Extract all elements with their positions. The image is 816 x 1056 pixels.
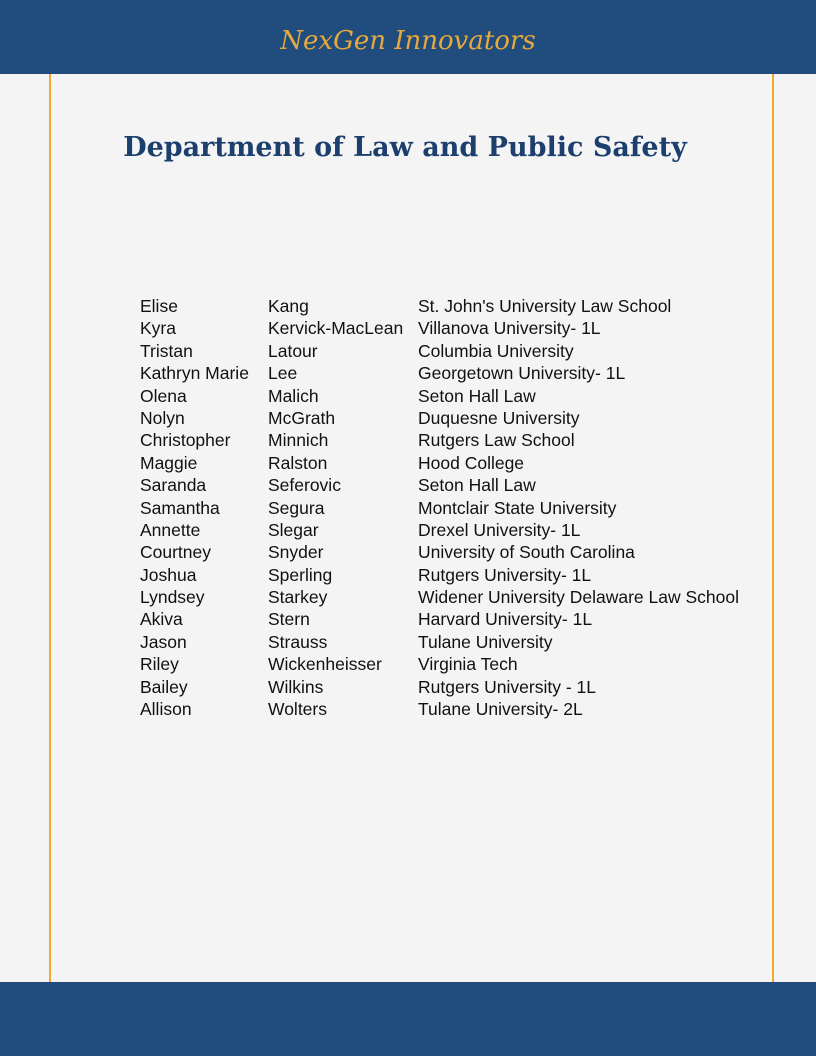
last-name: Wickenheisser [268, 654, 382, 675]
school-name: Seton Hall Law [418, 475, 536, 496]
school-name: Seton Hall Law [418, 385, 536, 406]
first-name: Nolyn [140, 407, 185, 428]
first-name: Kathryn Marie [140, 363, 249, 384]
first-name: Lyndsey [140, 587, 205, 608]
last-name: Strauss [268, 631, 328, 652]
last-name: Lee [268, 363, 298, 384]
last-name: Sperling [268, 564, 333, 585]
last-name: Slegar [268, 519, 319, 540]
school-name: Hood College [418, 452, 525, 473]
school-name: Georgetown University- 1L [418, 363, 626, 384]
school-name: University of South Carolina [418, 542, 635, 563]
first-name: Kyra [140, 318, 176, 339]
footer-band [0, 982, 816, 1056]
first-name: Courtney [140, 542, 212, 563]
first-name: Riley [140, 654, 179, 675]
school-name: Rutgers University- 1L [418, 564, 592, 585]
first-name: Joshua [140, 564, 197, 585]
school-name: Villanova University- 1L [418, 318, 601, 339]
school-name: Duquesne University [418, 407, 580, 428]
last-name: Seferovic [268, 475, 341, 496]
first-name: Akiva [140, 609, 183, 630]
last-name: Segura [268, 497, 325, 518]
school-name: Rutgers University - 1L [418, 676, 596, 697]
school-name: Tulane University [418, 631, 553, 652]
first-name: Bailey [140, 676, 188, 697]
last-name: Stern [268, 609, 310, 630]
last-name: Starkey [268, 587, 328, 608]
school-name: Widener University Delaware Law School [418, 587, 739, 608]
school-name: Montclair State University [418, 497, 617, 518]
last-name: Minnich [268, 430, 329, 451]
school-name: Harvard University- 1L [418, 609, 593, 630]
school-name: Drexel University- 1L [418, 519, 581, 540]
first-name: Jason [140, 631, 187, 652]
last-name: Ralston [268, 452, 328, 473]
right-border-line [772, 74, 774, 982]
left-border-line [49, 74, 51, 982]
brand-name: NexGen Innovators [280, 26, 536, 56]
first-name: Samantha [140, 497, 220, 518]
first-name: Elise [140, 296, 178, 316]
first-name: Saranda [140, 475, 207, 496]
last-name: Kang [268, 296, 309, 316]
last-name: McGrath [268, 407, 336, 428]
school-name: Rutgers Law School [418, 430, 575, 451]
last-name: Kervick-MacLean [268, 318, 404, 339]
last-name: Wolters [268, 699, 327, 720]
first-name: Tristan [140, 340, 193, 361]
last-name: Latour [268, 340, 318, 361]
school-name: Columbia University [418, 340, 574, 361]
last-name: Wilkins [268, 676, 324, 697]
last-name: Malich [268, 385, 319, 406]
page-title: Department of Law and Public Safety [123, 132, 687, 163]
last-name: Snyder [268, 542, 324, 563]
first-name: Allison [140, 699, 192, 720]
school-name: Virginia Tech [418, 654, 518, 675]
first-name: Annette [140, 519, 201, 540]
first-name: Olena [140, 385, 187, 406]
first-name: Maggie [140, 452, 198, 473]
school-name: St. John's University Law School [418, 296, 672, 316]
school-name: Tulane University- 2L [418, 699, 583, 720]
first-name: Christopher [140, 430, 231, 451]
